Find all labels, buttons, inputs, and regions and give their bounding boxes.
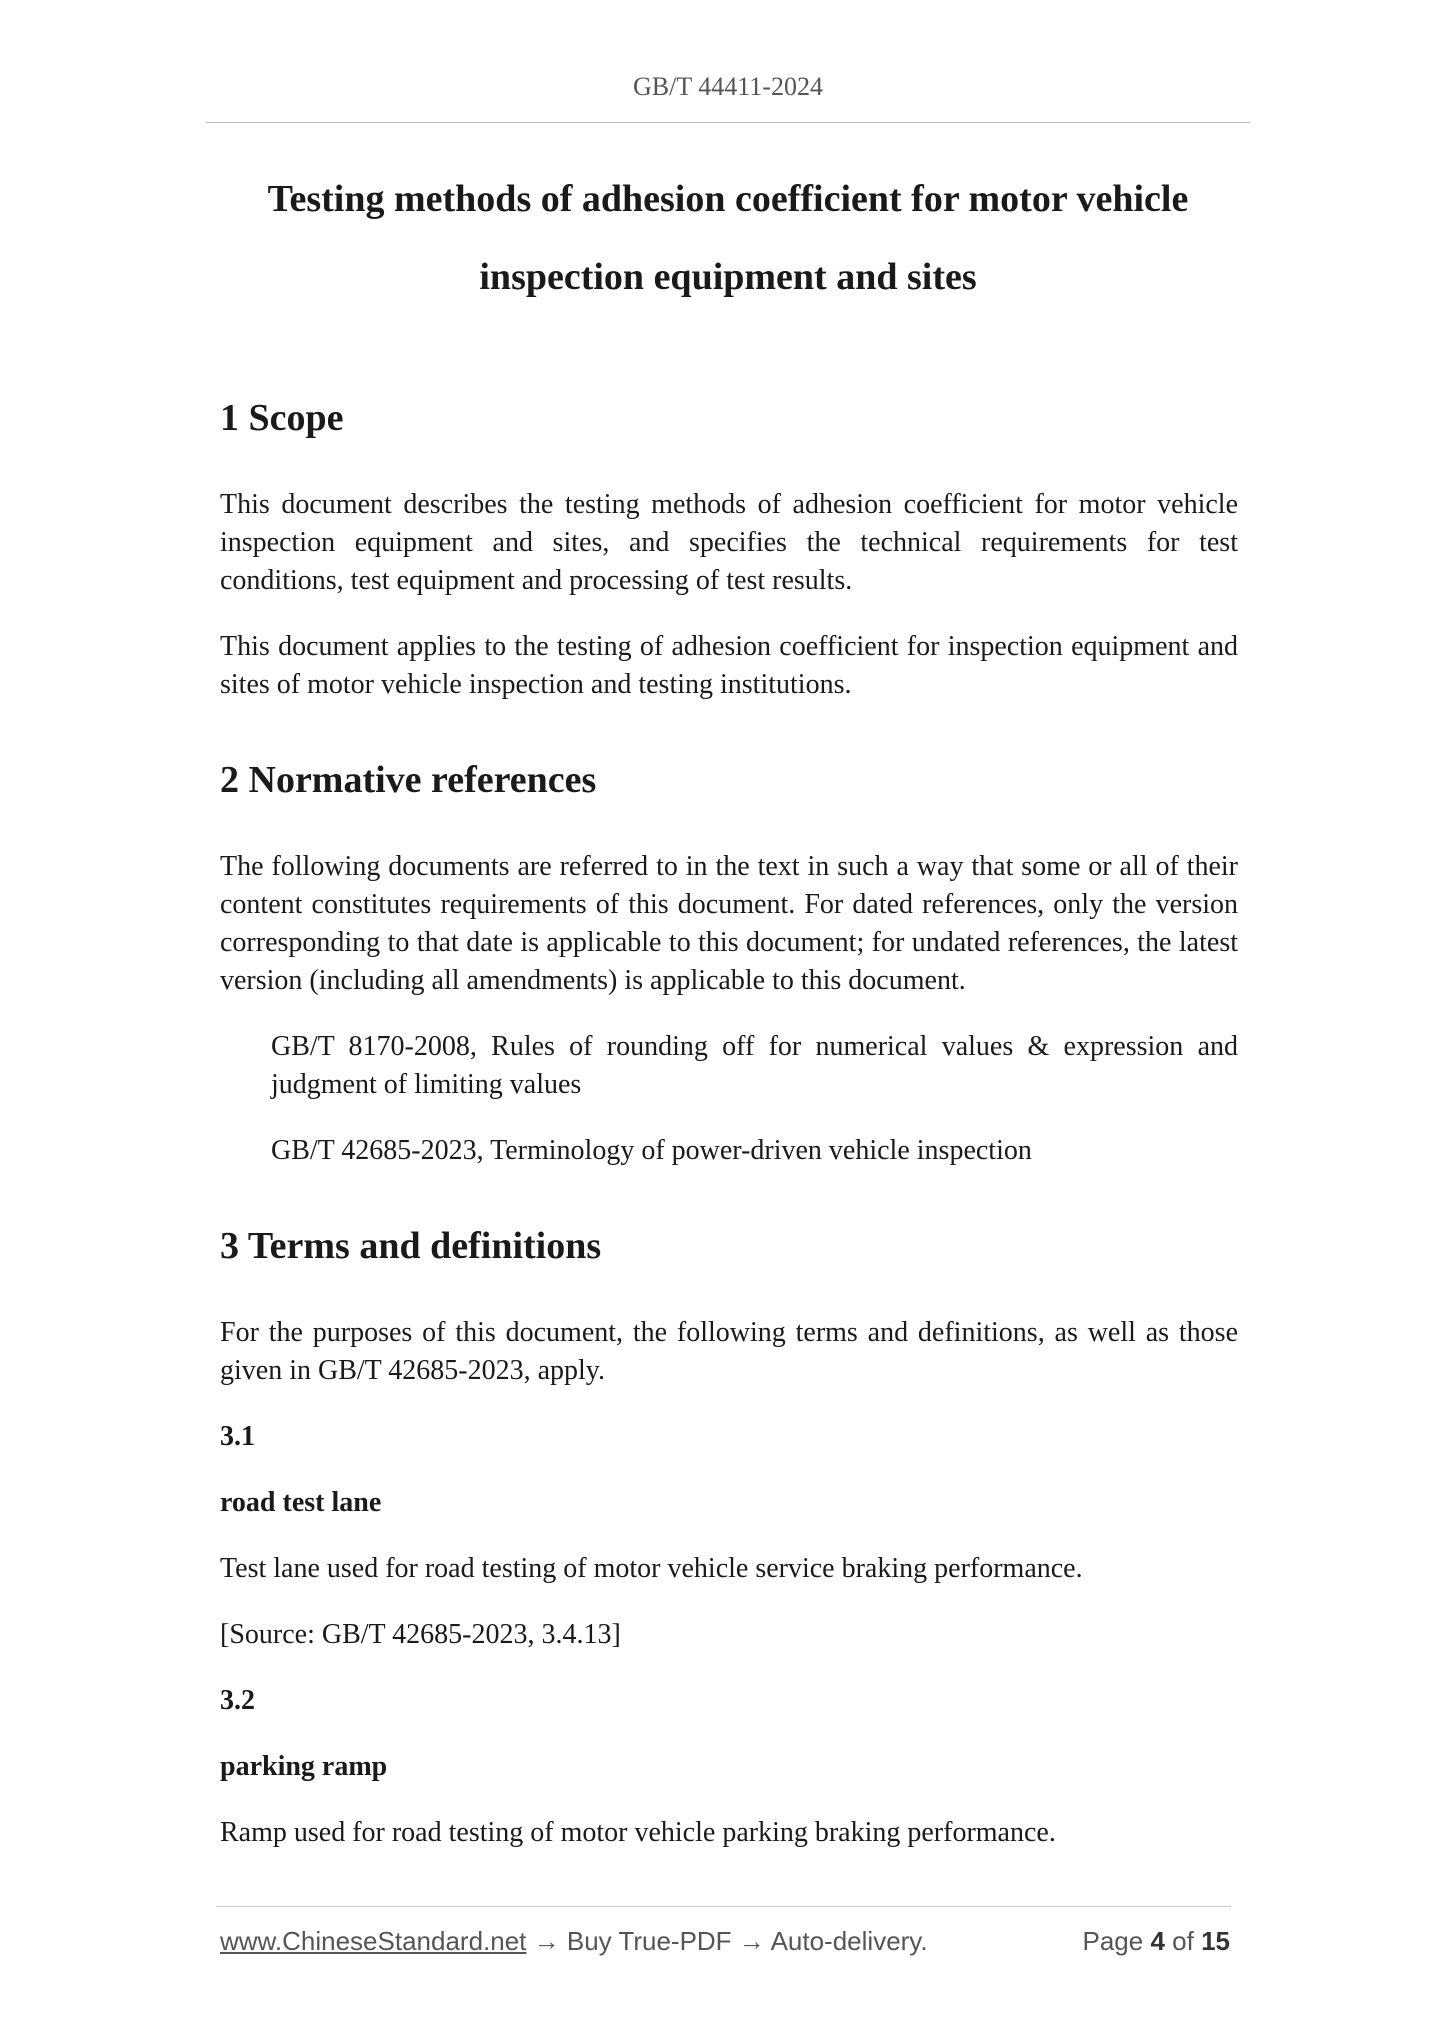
section-normative-references	[220, 754, 1238, 1170]
page-number	[1082, 1926, 1230, 1957]
terms-paragraph: For the purposes of this document, the following terms and definitions, as well as those given in GB/T 42685-2023, apply.	[220, 1317, 1238, 1386]
section-heading-normative-references: 2 Normative references	[220, 759, 597, 801]
section-heading-terms-definitions: 3 Terms and definitions	[220, 1225, 602, 1267]
page-of: of	[1172, 1926, 1194, 1956]
section-heading-scope: 1 Scope	[220, 397, 344, 439]
term-name: road test lane	[220, 1487, 382, 1518]
website-link[interactable]: www.ChineseStandard.net	[220, 1926, 527, 1956]
term-source: [Source: GB/T 42685-2023, 3.4.13]	[220, 1619, 621, 1650]
scope-paragraph-2: This document applies to the testing of adhesion coefficient for inspection equipment and sites of motor vehicle inspection and testing institutions.	[220, 631, 1238, 700]
term-definition: Test lane used for road testing of motor vehicle service braking performance.	[220, 1553, 1083, 1584]
scope-paragraph-1: This document describes the testing methods of adhesion coefficient for motor vehicle inspection equipment and sites, and specifies the technical requirements for test conditions, test equipment and processing of test results.	[220, 489, 1238, 596]
term-name: parking ramp	[220, 1751, 388, 1782]
page-current: 4	[1150, 1926, 1165, 1956]
section-scope	[220, 392, 1238, 704]
document-title	[206, 160, 1250, 316]
reference-item: GB/T 42685-2023, Terminology of power-driven vehicle inspection	[271, 1135, 1032, 1166]
page-header: GB/T 44411-2024	[633, 72, 823, 101]
reference-item: GB/T 8170-2008, Rules of rounding off for numerical values & expression and judgment of limiting values	[271, 1031, 1238, 1100]
page-total: 15	[1201, 1926, 1230, 1956]
document-body	[220, 392, 1238, 1880]
footer-promo-text: → Buy True-PDF → Auto-delivery.	[526, 1926, 928, 1956]
header-divider	[206, 122, 1250, 123]
page-label: Page	[1082, 1926, 1144, 1956]
footer-promo	[220, 1926, 928, 1957]
term-number: 3.1	[220, 1421, 255, 1452]
term-definition: Ramp used for road testing of motor vehicle parking braking performance.	[220, 1817, 1056, 1848]
normative-paragraph: The following documents are referred to in the text in such a way that some or all of their content constitutes requirements of this document. For dated references, only the version corresponding to that date is applicable to this document; for undated references, the latest version (including all amendments) is applicable to this document.	[220, 851, 1238, 996]
footer-divider	[216, 1906, 1231, 1907]
document-title-line-2: inspection equipment and sites	[479, 256, 977, 298]
document-title-line-1: Testing methods of adhesion coefficient for motor vehicle	[267, 178, 1189, 220]
section-terms-definitions	[220, 1220, 1238, 1852]
term-number: 3.2	[220, 1685, 255, 1716]
